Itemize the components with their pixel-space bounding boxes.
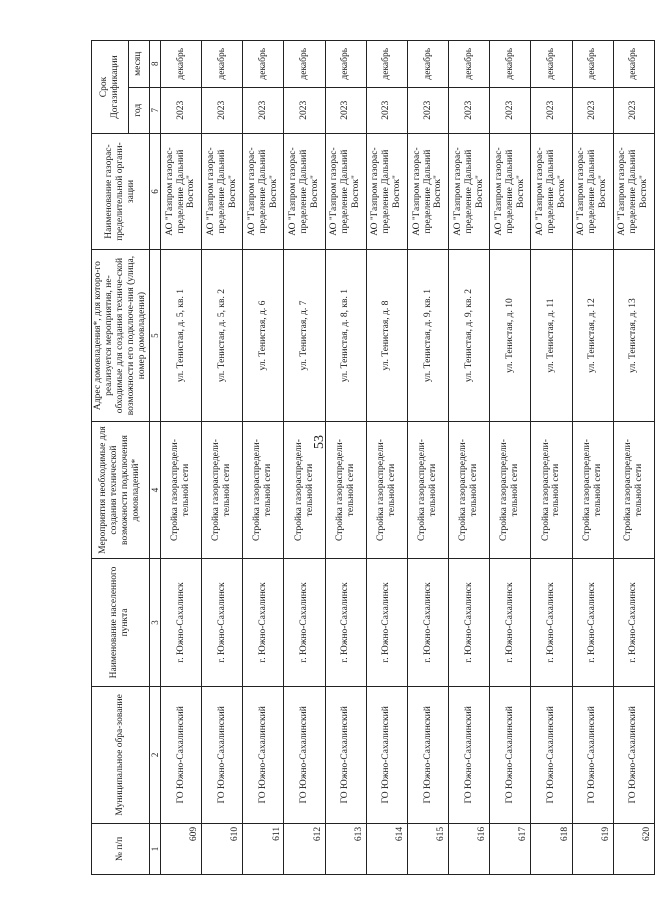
row-year: 2023 <box>160 87 201 133</box>
table-row <box>284 41 325 875</box>
row-organization: АО "Газпром газорас-пределение Дальний Восток" <box>613 133 654 249</box>
header-row <box>92 41 129 875</box>
table-row <box>325 41 366 875</box>
row-event: Стройка газораспредели-тельной сети <box>284 422 325 559</box>
header-month: месяц <box>128 41 149 88</box>
row-address: ул. Тенистая, д. 6 <box>243 250 284 422</box>
row-settlement: г. Южно-Сахалинск <box>284 559 325 687</box>
row-year: 2023 <box>407 87 448 133</box>
row-number: 614 <box>366 823 407 874</box>
row-municipality: ГО Южно-Сахалинский <box>366 686 407 823</box>
row-settlement: г. Южно-Сахалинск <box>366 559 407 687</box>
row-year: 2023 <box>325 87 366 133</box>
row-month: декабрь <box>284 41 325 88</box>
col-number: 3 <box>149 559 160 687</box>
row-month: декабрь <box>366 41 407 88</box>
row-number: 613 <box>325 823 366 874</box>
row-address: ул. Тенистая, д. 8, кв. 1 <box>325 250 366 422</box>
table-row <box>572 41 613 875</box>
row-number: 620 <box>613 823 654 874</box>
header-events: Мероприятия необходимые для создания технической возможности подключения домовладений* <box>92 422 150 559</box>
row-settlement: г. Южно-Сахалинск <box>490 559 531 687</box>
row-event: Стройка газораспредели-тельной сети <box>572 422 613 559</box>
table-row <box>366 41 407 875</box>
gasification-table <box>91 40 655 875</box>
page-number: 53 <box>312 435 327 449</box>
row-organization: АО "Газпром газорас-пределение Дальний Восток" <box>325 133 366 249</box>
row-organization: АО "Газпром газорас-пределение Дальний Восток" <box>449 133 490 249</box>
row-municipality: ГО Южно-Сахалинский <box>243 686 284 823</box>
row-settlement: г. Южно-Сахалинск <box>449 559 490 687</box>
col-number: 4 <box>149 422 160 559</box>
row-organization: АО "Газпром газорас-пределение Дальний Восток" <box>243 133 284 249</box>
row-event: Стройка газораспредели-тельной сети <box>613 422 654 559</box>
table-row <box>531 41 572 875</box>
row-address: ул. Тенистая, д. 10 <box>490 250 531 422</box>
row-settlement: г. Южно-Сахалинск <box>531 559 572 687</box>
row-number: 615 <box>407 823 448 874</box>
row-event: Стройка газораспредели-тельной сети <box>325 422 366 559</box>
row-month: декабрь <box>531 41 572 88</box>
row-municipality: ГО Южно-Сахалинский <box>284 686 325 823</box>
row-settlement: г. Южно-Сахалинск <box>160 559 201 687</box>
row-organization: АО "Газпром газорас-пределение Дальний Восток" <box>366 133 407 249</box>
row-event: Стройка газораспредели-тельной сети <box>449 422 490 559</box>
row-number: 611 <box>243 823 284 874</box>
row-municipality: ГО Южно-Сахалинский <box>325 686 366 823</box>
row-address: ул. Тенистая, д. 9, кв. 2 <box>449 250 490 422</box>
row-event: Стройка газораспредели-тельной сети <box>160 422 201 559</box>
col-number: 8 <box>149 41 160 88</box>
row-number: 610 <box>202 823 243 874</box>
table-row <box>160 41 201 875</box>
row-address: ул. Тенистая, д. 5, кв. 2 <box>202 250 243 422</box>
row-month: декабрь <box>407 41 448 88</box>
header-address: Адрес домовладения*, для которо-го реализуется мероприятия, не-обходимые для создания техниче-ской возможности его подключе-ния (улица, номер домовладения) <box>92 250 150 422</box>
row-address: ул. Тенистая, д. 7 <box>284 250 325 422</box>
row-month: декабрь <box>613 41 654 88</box>
header-year: год <box>128 87 149 133</box>
row-month: декабрь <box>160 41 201 88</box>
row-address: ул. Тенистая, д. 11 <box>531 250 572 422</box>
row-settlement: г. Южно-Сахалинск <box>572 559 613 687</box>
row-address: ул. Тенистая, д. 12 <box>572 250 613 422</box>
row-organization: АО "Газпром газорас-пределение Дальний Восток" <box>490 133 531 249</box>
row-year: 2023 <box>572 87 613 133</box>
row-year: 2023 <box>490 87 531 133</box>
row-event: Стройка газораспредели-тельной сети <box>531 422 572 559</box>
col-number: 7 <box>149 87 160 133</box>
row-address: ул. Тенистая, д. 9, кв. 1 <box>407 250 448 422</box>
row-year: 2023 <box>531 87 572 133</box>
row-organization: АО "Газпром газорас-пределение Дальний Восток" <box>531 133 572 249</box>
row-organization: АО "Газпром газорас-пределение Дальний Восток" <box>160 133 201 249</box>
row-year: 2023 <box>243 87 284 133</box>
row-month: декабрь <box>243 41 284 88</box>
header-municipality: Муниципальное обра-зование <box>92 686 150 823</box>
row-year: 2023 <box>366 87 407 133</box>
row-number: 617 <box>490 823 531 874</box>
row-organization: АО "Газпром газорас-пределение Дальний Восток" <box>572 133 613 249</box>
col-number: 1 <box>149 823 160 874</box>
row-settlement: г. Южно-Сахалинск <box>407 559 448 687</box>
row-municipality: ГО Южно-Сахалинский <box>572 686 613 823</box>
row-event: Стройка газораспредели-тельной сети <box>243 422 284 559</box>
col-number: 5 <box>149 250 160 422</box>
row-municipality: ГО Южно-Сахалинский <box>531 686 572 823</box>
row-year: 2023 <box>284 87 325 133</box>
row-settlement: г. Южно-Сахалинск <box>613 559 654 687</box>
row-event: Стройка газораспредели-тельной сети <box>407 422 448 559</box>
row-month: декабрь <box>449 41 490 88</box>
row-month: декабрь <box>202 41 243 88</box>
row-event: Стройка газораспредели-тельной сети <box>202 422 243 559</box>
row-address: ул. Тенистая, д. 13 <box>613 250 654 422</box>
row-number: 616 <box>449 823 490 874</box>
col-number: 2 <box>149 686 160 823</box>
row-municipality: ГО Южно-Сахалинский <box>449 686 490 823</box>
row-year: 2023 <box>202 87 243 133</box>
table-row <box>613 41 654 875</box>
row-municipality: ГО Южно-Сахалинский <box>613 686 654 823</box>
row-number: 618 <box>531 823 572 874</box>
row-municipality: ГО Южно-Сахалинский <box>490 686 531 823</box>
table-container <box>91 40 652 875</box>
row-settlement: г. Южно-Сахалинск <box>202 559 243 687</box>
row-event: Стройка газораспредели-тельной сети <box>366 422 407 559</box>
table-row <box>407 41 448 875</box>
table-row <box>490 41 531 875</box>
row-year: 2023 <box>449 87 490 133</box>
row-year: 2023 <box>613 87 654 133</box>
row-event: Стройка газораспредели-тельной сети <box>490 422 531 559</box>
row-organization: АО "Газпром газорас-пределение Дальний Восток" <box>284 133 325 249</box>
row-number: 619 <box>572 823 613 874</box>
row-month: декабрь <box>325 41 366 88</box>
row-municipality: ГО Южно-Сахалинский <box>407 686 448 823</box>
row-month: декабрь <box>572 41 613 88</box>
row-municipality: ГО Южно-Сахалинский <box>202 686 243 823</box>
row-number: 609 <box>160 823 201 874</box>
header-settlement: Наименование населенного пункта <box>92 559 150 687</box>
row-month: декабрь <box>490 41 531 88</box>
row-organization: АО "Газпром газорас-пределение Дальний Восток" <box>202 133 243 249</box>
header-organization: Наименование газорас-пределительной органи-зации <box>92 133 150 249</box>
row-address: ул. Тенистая, д. 8 <box>366 250 407 422</box>
row-settlement: г. Южно-Сахалинск <box>325 559 366 687</box>
column-numbers-row <box>149 41 160 875</box>
col-number: 6 <box>149 133 160 249</box>
table-row <box>243 41 284 875</box>
row-address: ул. Тенистая, д. 5, кв. 1 <box>160 250 201 422</box>
header-deadline: Срок Догазификации <box>92 41 129 134</box>
row-settlement: г. Южно-Сахалинск <box>243 559 284 687</box>
rotated-table <box>91 40 652 875</box>
row-municipality: ГО Южно-Сахалинский <box>160 686 201 823</box>
header-number: № п/п <box>92 823 150 874</box>
row-number: 612 <box>284 823 325 874</box>
row-organization: АО "Газпром газорас-пределение Дальний Восток" <box>407 133 448 249</box>
table-row <box>202 41 243 875</box>
table-row <box>449 41 490 875</box>
table-body <box>160 41 654 875</box>
